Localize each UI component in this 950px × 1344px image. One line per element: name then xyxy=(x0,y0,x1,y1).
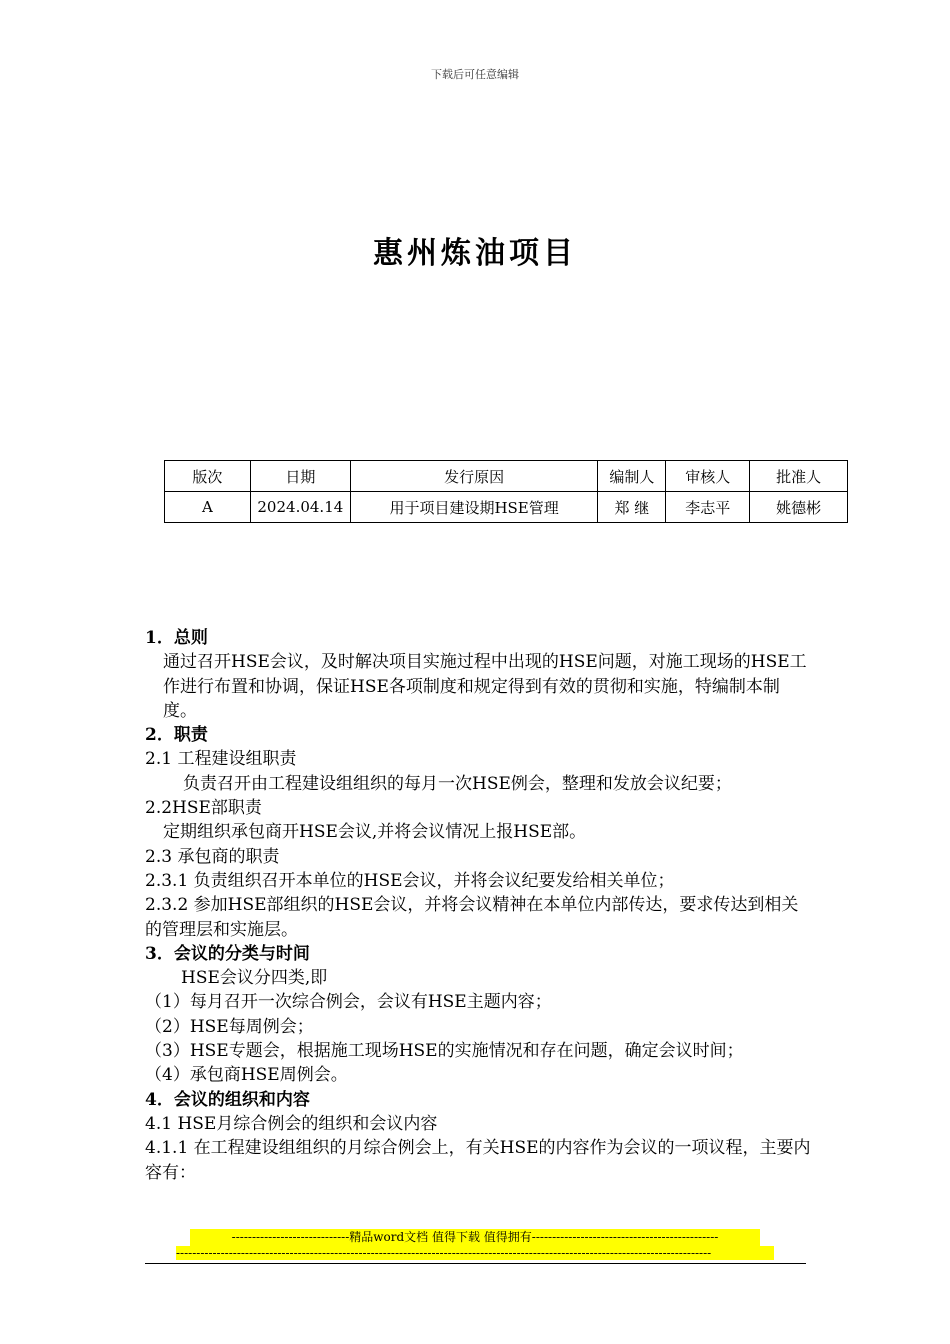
subsection-heading: 2.3 承包商的职责 xyxy=(145,846,280,867)
table-cell: 用于项目建设期HSE管理 xyxy=(350,492,598,523)
paragraph: 定期组织承包商开HSE会议,并将会议情况上报HSE部。 xyxy=(163,822,587,843)
table-header-cell: 日期 xyxy=(250,461,350,492)
paragraph: 2.3.1 负责组织召开本单位的HSE会议，并将会议纪要发给相关单位； xyxy=(145,870,675,891)
revision-table xyxy=(164,460,848,523)
footer-banner-line-1: -----------------------------精品word文档 值得下载 值得拥有---------------------------------------------- xyxy=(190,1229,760,1246)
paragraph: 通过召开HSE会议，及时解决项目实施过程中出现的HSE问题，对施工现场的HSE工作进行布置和协调，保证HSE各项制度和规定得到有效的贯彻和实施，特编制本制度。 xyxy=(163,652,807,721)
table-header-cell: 发行原因 xyxy=(350,461,598,492)
paragraph: 负责召开由工程建设组组织的每月一次HSE例会，整理和发放会议纪要； xyxy=(183,773,732,794)
section-heading: 1．总则 xyxy=(145,628,208,648)
paragraph: 2.3.2 参加HSE部组织的HSE会议，并将会议精神在本单位内部传达，要求传达到相关的管理层和实施层。 xyxy=(145,895,799,940)
table-cell: 2024.04.14 xyxy=(250,492,350,523)
subsection-heading: 2.1 工程建设组职责 xyxy=(145,749,297,770)
page-header: 下载后可任意编辑 xyxy=(431,68,519,81)
list-item: （2）HSE每周例会； xyxy=(145,1016,314,1037)
section-heading: 2．职责 xyxy=(145,725,208,746)
footer-divider xyxy=(145,1263,806,1264)
footer-banner-line-2: ------------------------------------------------------------------------------------------------------------------------------------ xyxy=(176,1246,774,1260)
table-cell: A xyxy=(165,492,251,523)
subsection-heading: 4.1 HSE月综合例会的组织和会议内容 xyxy=(145,1113,438,1134)
table-header-cell: 版次 xyxy=(165,461,251,492)
list-item: （4）承包商HSE周例会。 xyxy=(145,1065,348,1086)
subsection-heading: 2.2HSE部职责 xyxy=(145,798,262,819)
table-cell: 姚德彬 xyxy=(750,492,848,523)
section-heading: 3．会议的分类与时间 xyxy=(145,943,310,964)
paragraph: HSE会议分四类,即 xyxy=(181,968,328,989)
table-header-cell: 审核人 xyxy=(666,461,750,492)
table-header-row xyxy=(165,461,848,492)
paragraph: 4.1.1 在工程建设组组织的月综合例会上，有关HSE的内容作为会议的一项议程，主要内容有： xyxy=(145,1138,811,1183)
table-row xyxy=(165,492,848,523)
list-item: （1）每月召开一次综合例会，会议有HSE主题内容； xyxy=(145,992,552,1013)
table-header-cell: 编制人 xyxy=(598,461,666,492)
list-item: （3）HSE专题会，根据施工现场HSE的实施情况和存在问题，确定会议时间； xyxy=(145,1041,744,1062)
section-heading: 4．会议的组织和内容 xyxy=(145,1089,310,1110)
table-header-cell: 批准人 xyxy=(750,461,848,492)
table-cell: 李志平 xyxy=(666,492,750,523)
document-body xyxy=(145,626,813,1185)
document-title: 惠州炼油项目 xyxy=(373,236,577,271)
table-cell: 郑 继 xyxy=(598,492,666,523)
